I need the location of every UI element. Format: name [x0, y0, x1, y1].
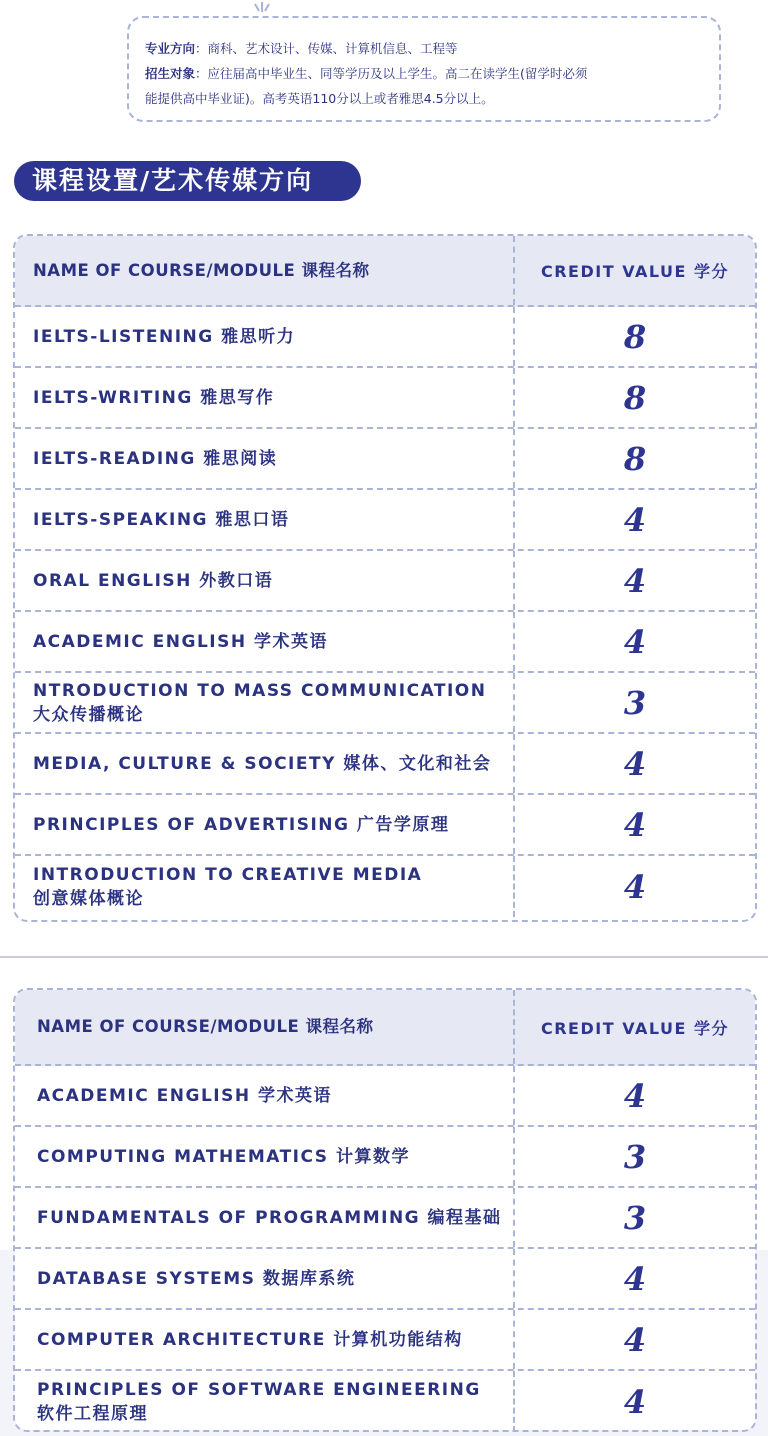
course-name [15, 490, 515, 549]
course-name-cn: 大众传播概论 [33, 704, 144, 725]
course-table-computing [13, 988, 757, 1432]
course-credit: 3 [623, 1198, 647, 1237]
table-row [15, 612, 755, 673]
table-row [15, 734, 755, 795]
table-header [15, 236, 755, 307]
course-credit: 8 [623, 378, 647, 417]
course-name-text: MEDIA, CULTURE & SOCIETY 媒体、文化和社会 [33, 753, 492, 774]
course-name-text: PRINCIPLES OF SOFTWARE ENGINEERING [37, 1379, 481, 1400]
course-credit: 4 [623, 1382, 647, 1421]
table-row [15, 429, 755, 490]
course-name [15, 429, 515, 488]
course-name [15, 368, 515, 427]
course-credit: 3 [623, 683, 647, 722]
course-name-cn: 软件工程原理 [37, 1403, 148, 1424]
course-name [15, 673, 515, 732]
course-name [15, 1066, 515, 1125]
table-row [15, 673, 755, 734]
admission-info-box [127, 16, 721, 122]
course-name-text: COMPUTING MATHEMATICS 计算数学 [37, 1146, 410, 1167]
target-line [145, 61, 703, 86]
course-name-text: IELTS-READING 雅思阅读 [33, 448, 278, 469]
course-name-text: INTRODUCTION TO CREATIVE MEDIA [33, 864, 423, 885]
table-row [15, 1371, 755, 1432]
course-credit: 8 [623, 317, 647, 356]
target-label: 招生对象 [145, 66, 196, 81]
course-name [15, 795, 515, 854]
course-credit: 4 [623, 867, 647, 906]
course-credit: 4 [623, 622, 647, 661]
course-credit: 3 [623, 1137, 647, 1176]
section-divider [0, 956, 768, 958]
table-row [15, 856, 755, 917]
course-name [15, 734, 515, 793]
course-credit: 4 [623, 1259, 647, 1298]
table-row [15, 795, 755, 856]
course-credit: 4 [623, 561, 647, 600]
table-row [15, 307, 755, 368]
course-name [15, 551, 515, 610]
course-name [15, 1249, 515, 1308]
header-credit-value: CREDIT VALUE 学分 [540, 1018, 729, 1038]
course-table-media [13, 234, 757, 922]
table-row [15, 1127, 755, 1188]
table-row [15, 1310, 755, 1371]
header-course-name: NAME OF COURSE/MODULE 课程名称 [15, 990, 515, 1064]
course-name [15, 1127, 515, 1186]
course-credit: 4 [623, 744, 647, 783]
major-line [145, 36, 703, 61]
course-name-text: ACADEMIC ENGLISH 学术英语 [33, 631, 328, 652]
course-name-cn: 创意媒体概论 [33, 888, 144, 909]
course-credit: 4 [623, 1320, 647, 1359]
course-credit: 4 [623, 1076, 647, 1115]
course-name-text: DATABASE SYSTEMS 数据库系统 [37, 1268, 356, 1289]
course-name-text: COMPUTER ARCHITECTURE 计算机功能结构 [37, 1329, 463, 1350]
course-credit: 8 [623, 439, 647, 478]
course-name-text: ACADEMIC ENGLISH 学术英语 [37, 1085, 332, 1106]
major-value: ：商科、艺术设计、传媒、计算机信息、工程等 [195, 41, 458, 56]
course-credit: 4 [623, 500, 647, 539]
table-row [15, 368, 755, 429]
section-title: 课程设置/艺术传媒方向 [14, 161, 361, 201]
course-name-text: IELTS-SPEAKING 雅思口语 [33, 509, 290, 530]
course-credit: 4 [623, 805, 647, 844]
table-row [15, 1066, 755, 1127]
target-value-line2: 能提供高中毕业证)。高考英语110分以上或者雅思4.5分以上。 [145, 91, 494, 106]
header-credit-value: CREDIT VALUE 学分 [540, 262, 729, 281]
course-name-text: NTRODUCTION TO MASS COMMUNICATION [33, 680, 487, 701]
course-name-text: ORAL ENGLISH 外教口语 [33, 570, 274, 591]
course-name [15, 307, 515, 366]
table-row [15, 490, 755, 551]
course-name-text: IELTS-LISTENING 雅思听力 [33, 326, 296, 347]
course-name-text: FUNDAMENTALS OF PROGRAMMING 编程基础 [37, 1207, 502, 1228]
course-name [15, 1188, 515, 1247]
course-name [15, 856, 515, 917]
course-name [15, 1371, 515, 1432]
course-name-text: IELTS-WRITING 雅思写作 [33, 387, 275, 408]
table-row [15, 1249, 755, 1310]
major-label: 专业方向 [145, 41, 196, 56]
table-header [15, 990, 755, 1066]
header-course-name: NAME OF COURSE/MODULE 课程名称 [15, 236, 515, 305]
course-name-text: PRINCIPLES OF ADVERTISING 广告学原理 [33, 814, 450, 835]
course-name [15, 1310, 515, 1369]
table-row [15, 551, 755, 612]
course-name [15, 612, 515, 671]
target-value-line1: ：应往届高中毕业生、同等学历及以上学生。高二在读学生(留学时必须 [195, 66, 588, 81]
table-row [15, 1188, 755, 1249]
